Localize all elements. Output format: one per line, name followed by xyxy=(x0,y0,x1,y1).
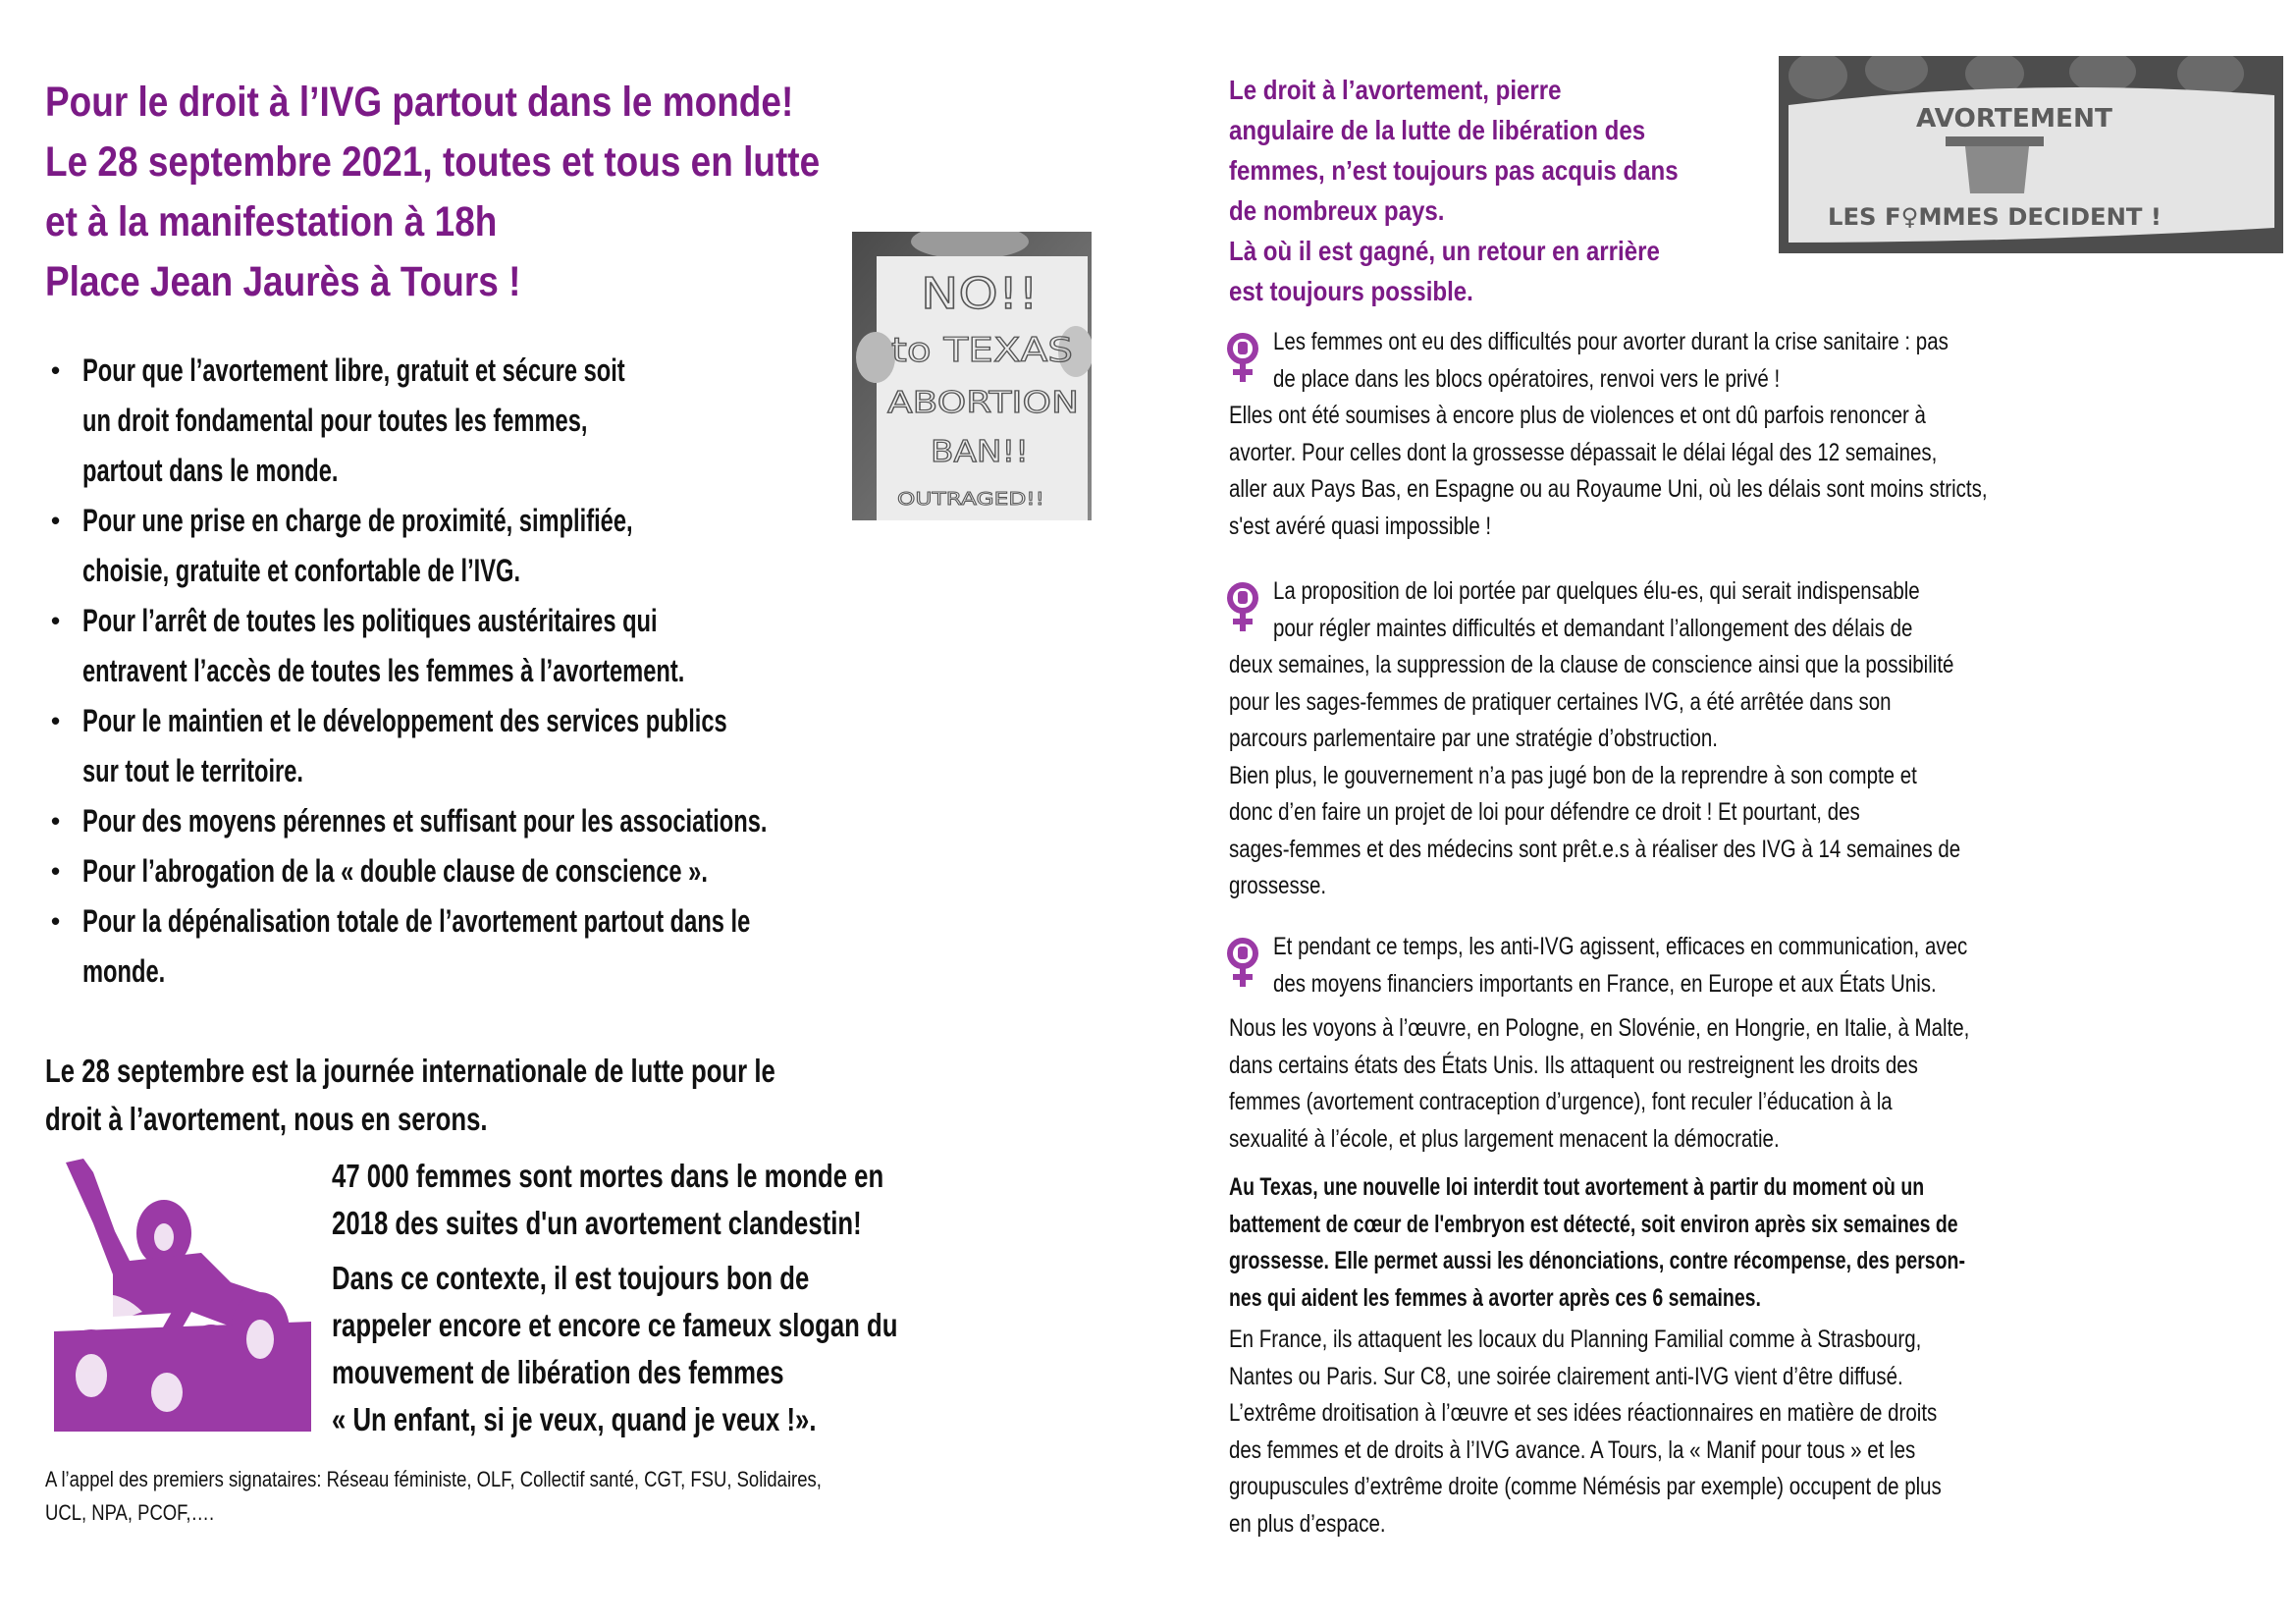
text-line: rappeler encore et encore ce fameux slogan du xyxy=(332,1307,898,1343)
title-line: et à la manifestation à 18h xyxy=(45,198,498,245)
text-line: 2018 des suites d'un avortement clandestin! xyxy=(332,1205,862,1241)
text-line: s'est avéré quasi impossible ! xyxy=(1229,512,1492,540)
text-line: des moyens financiers importants en France, en Europe et aux États Unis. xyxy=(1273,969,1937,998)
text-line: Nous les voyons à l’œuvre, en Pologne, en Slovénie, en Hongrie, en Italie, à Malte, xyxy=(1229,1014,1970,1042)
text-line: pour les sages-femmes de pratiquer certaines IVG, a été arrêtée dans son xyxy=(1229,687,1892,716)
paragraph-texas-law xyxy=(1229,1169,2250,1317)
protest-banner-photo xyxy=(1779,56,2283,253)
text-line: femmes (avortement contraception d’urgence), font reculer l’éducation à la xyxy=(1229,1088,1893,1115)
text-line: La proposition de loi portée par quelques élu-es, qui serait indispensable xyxy=(1273,577,1920,605)
list-item-line: entravent l’accès de toutes les femmes à l’avortement. xyxy=(82,653,685,688)
intro-heading xyxy=(1229,70,1767,311)
banner-text: LES F♀MMES DECIDENT ! xyxy=(1828,203,2162,231)
stats-block xyxy=(332,1153,1097,1451)
list-item xyxy=(45,496,1037,596)
text-line: Là où il est gagné, un retour en arrière xyxy=(1229,236,1660,266)
text-line: en plus d’espace. xyxy=(1229,1509,1386,1538)
text-line: groupuscules d’extrême droite (comme Némésis par exemple) occupent de plus xyxy=(1229,1473,1942,1500)
text-line: angulaire de la lutte de libération des xyxy=(1229,115,1646,145)
text-line: A l’appel des premiers signataires: Réseau féministe, OLF, Collectif santé, CGT, FSU, Solidaires, xyxy=(45,1467,822,1491)
text-line: avorter. Pour celles dont la grossesse dépassait le délai légal des 12 semaines, xyxy=(1229,438,1938,466)
text-line: de nombreux pays. xyxy=(1229,195,1445,226)
sign-text: to TEXAS xyxy=(891,331,1073,370)
text-line: dans certains états des États Unis. Ils attaquent ou restreignent les droits des xyxy=(1229,1051,1918,1079)
title-line: Pour le droit à l’IVG partout dans le monde! xyxy=(45,79,794,126)
text-line: parcours parlementaire par une stratégie d’obstruction. xyxy=(1229,725,1718,752)
bullet: • xyxy=(51,906,61,936)
demands-list xyxy=(45,346,1037,997)
list-item-line: sur tout le territoire. xyxy=(82,753,303,788)
text-line: est toujours possible. xyxy=(1229,276,1473,306)
text-line: Le droit à l’avortement, pierre xyxy=(1229,75,1562,105)
list-item-line: Pour l’arrêt de toutes les politiques austéritaires qui xyxy=(82,603,658,638)
list-item xyxy=(45,846,1037,896)
feminist-fist-symbol-icon xyxy=(1225,581,1260,632)
text-line: 47 000 femmes sont mortes dans le monde en xyxy=(332,1158,884,1194)
text-line: aller aux Pays Bas, en Espagne ou au Royaume Uni, où les délais sont moins stricts, xyxy=(1229,475,1988,503)
list-item xyxy=(45,696,1037,796)
text-line: des femmes et de droits à l’IVG avance. A Tours, la « Manif pour tous » et les xyxy=(1229,1435,1916,1464)
list-item-line: Pour une prise en charge de proximité, simplifiée, xyxy=(82,503,633,538)
text-line: sages-femmes et des médecins sont prêt.e.s à réaliser des IVG à 14 semaines de xyxy=(1229,835,1961,863)
text-line: sexualité à l’école, et plus largement menacent la démocratie. xyxy=(1229,1124,1780,1153)
list-item-line: choisie, gratuite et confortable de l’IVG. xyxy=(82,553,521,588)
raised-fist-crowd-illustration xyxy=(54,1155,311,1432)
text-line: grossesse. Elle permet aussi les dénonciations, contre récompense, des person- xyxy=(1229,1247,1965,1274)
feminist-fist-symbol-icon xyxy=(1225,937,1260,988)
sign-text: OUTRAGED!! xyxy=(897,489,1044,510)
text-line: nes qui aident les femmes à avorter après ces 6 semaines. xyxy=(1229,1283,1761,1312)
title-line: Place Jean Jaurès à Tours ! xyxy=(45,258,521,305)
paragraph-anti-ivg xyxy=(1229,929,2250,1158)
text-line: droit à l’avortement, nous en serons. xyxy=(45,1101,488,1137)
list-item-line: un droit fondamental pour toutes les femmes, xyxy=(82,403,588,438)
text-line: Nantes ou Paris. Sur C8, une soirée clairement anti-IVG vient d’être diffusé. xyxy=(1229,1362,1903,1390)
paragraph-france xyxy=(1229,1322,2250,1543)
list-item xyxy=(45,596,1037,696)
text-line: deux semaines, la suppression de la clause de conscience ainsi que la possibilité xyxy=(1229,651,1954,678)
text-line: Et pendant ce temps, les anti-IVG agissent, efficaces en communication, avec xyxy=(1273,933,1968,960)
bullet: • xyxy=(51,355,61,385)
women-protest-icon xyxy=(54,1155,311,1432)
text-line: Bien plus, le gouvernement n’a pas jugé bon de la reprendre à son compte et xyxy=(1229,761,1917,789)
bullet: • xyxy=(51,856,61,886)
feminist-fist-symbol-icon xyxy=(1225,332,1260,383)
text-line: Au Texas, une nouvelle loi interdit tout avortement à partir du moment où un xyxy=(1229,1173,1925,1201)
title-line: Le 28 septembre 2021, toutes et tous en lutte xyxy=(45,138,821,186)
signatories xyxy=(45,1463,1135,1530)
text-line: UCL, NPA, PCOF,…. xyxy=(45,1500,215,1525)
bullet: • xyxy=(51,806,61,836)
banner-text: AVORTEMENT xyxy=(1916,104,2113,134)
list-item-line: Pour que l’avortement libre, gratuit et sécure soit xyxy=(82,352,625,388)
text-line: donc d’en faire un projet de loi pour défendre ce droit ! Et pourtant, des xyxy=(1229,798,1860,826)
bullet: • xyxy=(51,506,61,535)
slogan: « Un enfant, si je veux, quand je veux !». xyxy=(332,1401,817,1437)
protest-banner-image xyxy=(1779,56,2283,253)
text-line: mouvement de libération des femmes xyxy=(332,1354,784,1390)
text-line: Dans ce contexte, il est toujours bon de xyxy=(332,1260,810,1296)
text-line: En France, ils attaquent les locaux du Planning Familial comme à Strasbourg, xyxy=(1229,1326,1922,1353)
text-line: Les femmes ont eu des difficultés pour avorter durant la crise sanitaire : pas xyxy=(1273,328,1949,355)
bullet: • xyxy=(51,606,61,635)
slogan-context xyxy=(332,1255,1097,1443)
text-line: femmes, n’est toujours pas acquis dans xyxy=(1229,155,1679,186)
list-item-line: Pour des moyens pérennes et suffisant pour les associations. xyxy=(82,803,768,839)
text-line: battement de cœur de l'embryon est détecté, soit environ après six semaines de xyxy=(1229,1210,1958,1238)
international-day-statement xyxy=(45,1047,1066,1143)
list-item-line: Pour l’abrogation de la « double clause de conscience ». xyxy=(82,853,708,889)
text-line: Le 28 septembre est la journée internationale de lutte pour le xyxy=(45,1053,775,1089)
death-statistic xyxy=(332,1153,1097,1247)
list-item-line: partout dans le monde. xyxy=(82,453,339,488)
text-line: Elles ont été soumises à encore plus de violences et ont dû parfois renoncer à xyxy=(1229,402,1926,429)
text-line: grossesse. xyxy=(1229,872,1327,899)
text-line: pour régler maintes difficultés et demandant l’allongement des délais de xyxy=(1273,614,1913,642)
list-item-line: Pour la dépénalisation totale de l’avortement partout dans le xyxy=(82,903,751,939)
sign-text: BAN!! xyxy=(931,435,1029,469)
bullet: • xyxy=(51,706,61,735)
text-line: de place dans les blocs opératoires, renvoi vers le privé ! xyxy=(1273,364,1781,393)
list-item xyxy=(45,896,1037,997)
paragraph-sanitary-crisis xyxy=(1229,324,2250,545)
list-item xyxy=(45,346,1037,496)
list-item-line: monde. xyxy=(82,953,166,989)
sign-text: NO!! xyxy=(921,269,1039,319)
text-line: L’extrême droitisation à l’œuvre et ses idées réactionnaires en matière de droits xyxy=(1229,1399,1938,1427)
sign-text: ABORTION xyxy=(887,386,1079,420)
list-item xyxy=(45,796,1037,846)
paragraph-law-proposal xyxy=(1229,573,2250,905)
list-item-line: Pour le maintien et le développement des services publics xyxy=(82,703,727,738)
